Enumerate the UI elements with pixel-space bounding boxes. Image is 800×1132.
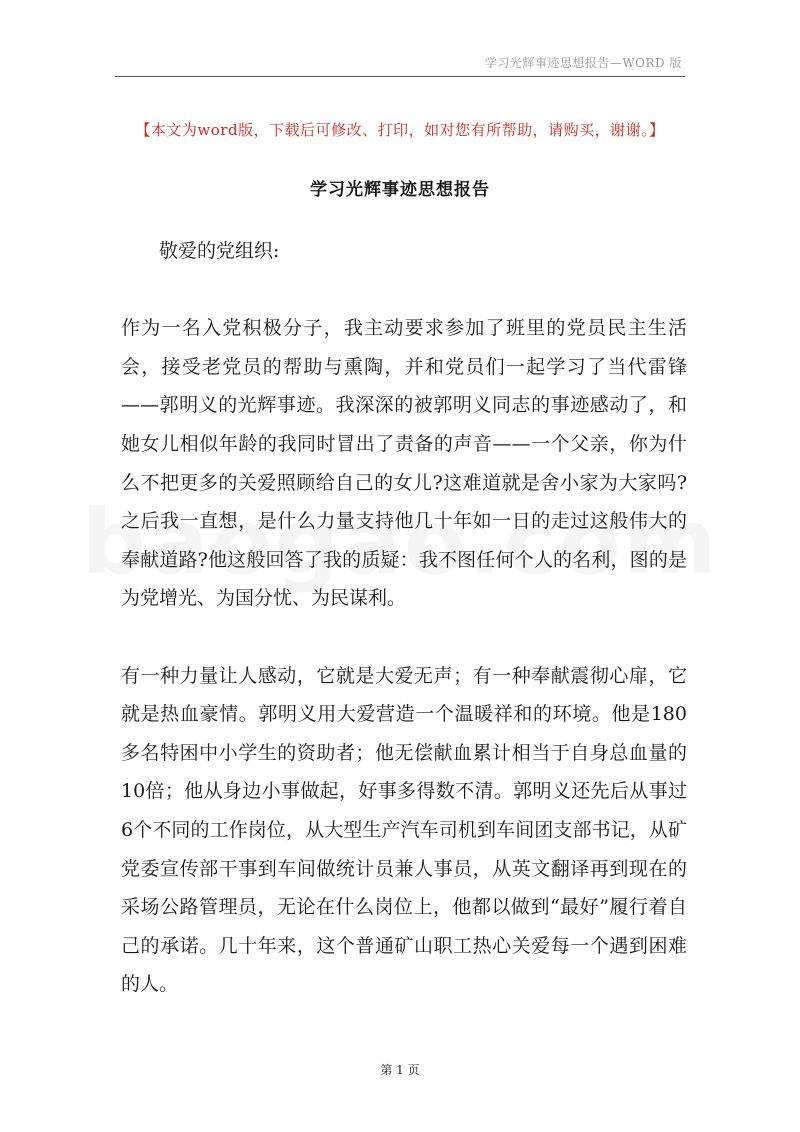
download-notice: 【本文为word版，下载后可修改、打印，如对您有所帮助，请购买，谢谢。】 bbox=[135, 121, 665, 139]
paragraph-1: 作为一名入党积极分子，我主动要求参加了班里的党员民主生活会，接受老党员的帮助与熏陶，并和党员们一起学习了当代雷锋——郭明义的光辉事迹。我深深的被郭明义同志的事迹感动了，和她女儿相似年龄的我同时冒出了责备的声音——一个父亲，你为什么不把更多的关爱照顾给自己的女儿?这难道就是舍小家为大家吗?之后我一直想，是什么力量支持他几十年如一日的走过这般伟大的奉献道路?他这般回答了我的质疑：我不图任何个人的名利，图的是为党增光、为国分忧、为民谋利。 bbox=[121, 317, 687, 610]
paragraph-2: 有一种力量让人感动，它就是大爱无声；有一种奉献震彻心扉，它就是热血豪情。郭明义用大爱营造一个温暖祥和的环境。他是180多名特困中小学生的资助者；他无偿献血累计相当于自身总血量的10倍；他从身边小事做起，好事多得数不清。郭明义还先后从事过6个不同的工作岗位，从大型生产汽车司机到车间团支部书记，从矿党委宣传部干事到车间做统计员兼人事员，从英文翻译再到现在的采场公路管理员，无论在什么岗位上，他都以做到“最好”履行着自己的承诺。几十年来，这个普通矿山职工热心关爱每一个遇到困难的人。 bbox=[121, 664, 687, 996]
greeting: 敬爱的党组织: bbox=[159, 240, 280, 262]
header-divider bbox=[115, 76, 685, 77]
running-header: 学习光辉事迹思想报告—WORD 版 bbox=[484, 56, 682, 70]
document-title: 学习光辉事迹思想报告 bbox=[310, 180, 490, 200]
page-number: 第 1 页 bbox=[380, 1063, 420, 1077]
document-body bbox=[121, 232, 687, 1004]
